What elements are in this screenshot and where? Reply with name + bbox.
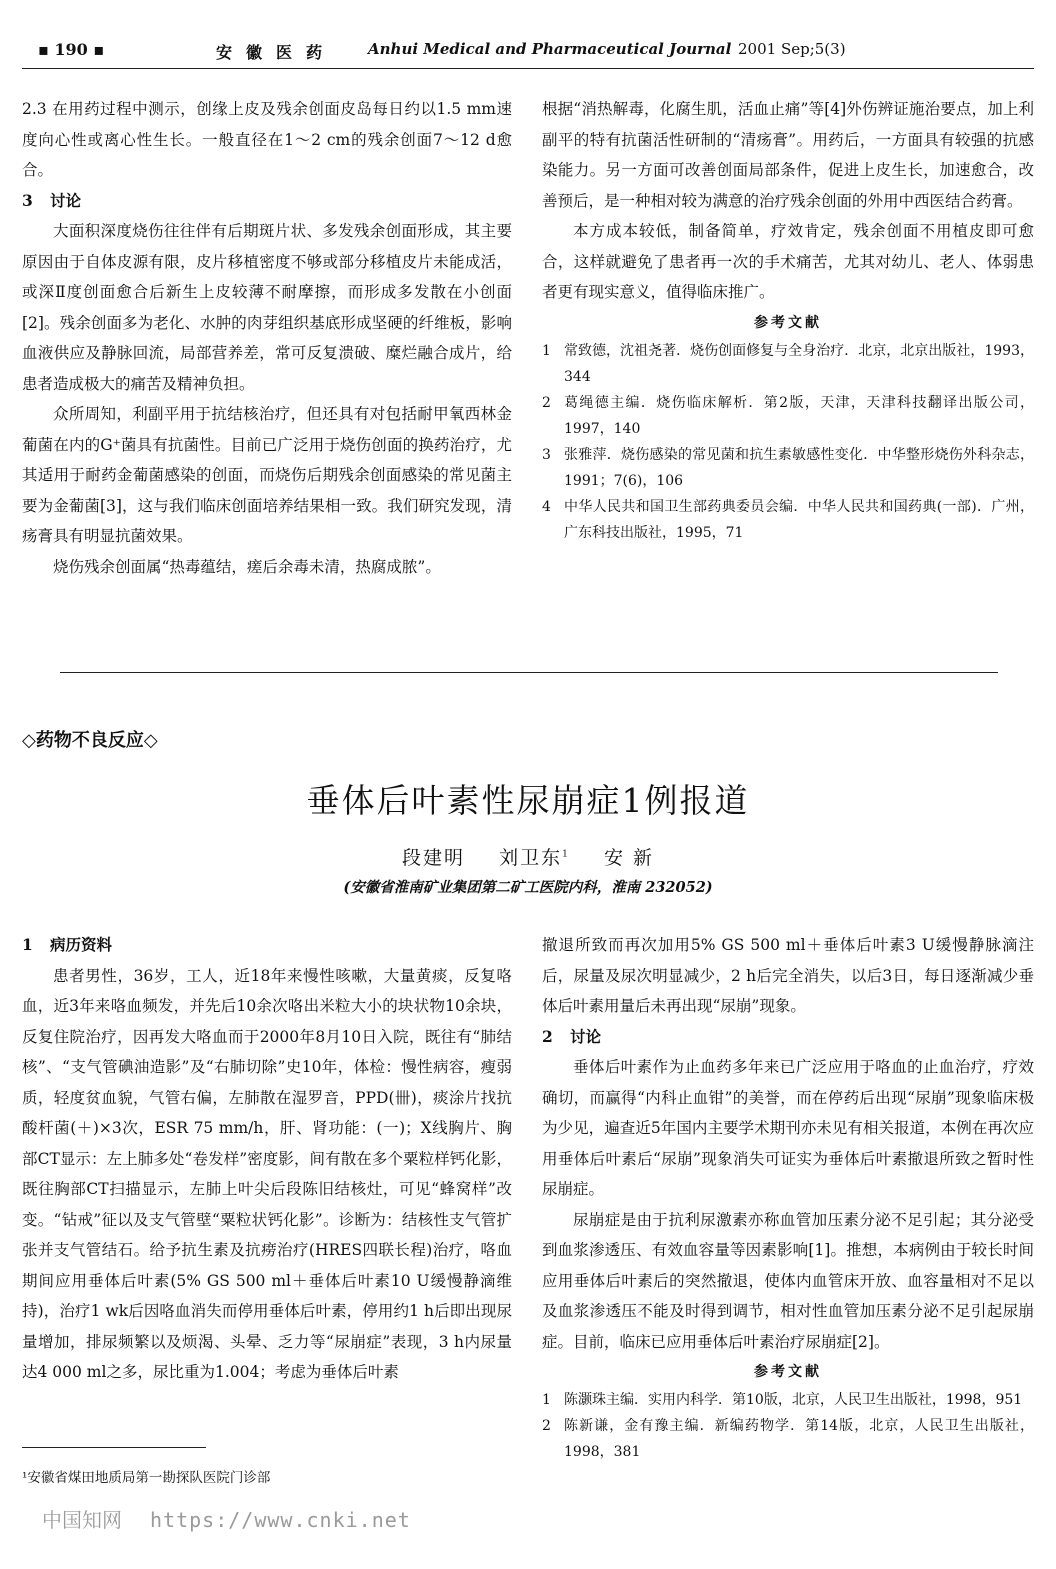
cnki-watermark [42,1504,411,1533]
reference-number: 1 [542,342,551,359]
reference-item [542,1413,1034,1465]
author-name: 刘卫东 [499,847,563,869]
author-name: 安 新 [603,847,654,869]
article-right-column [542,930,1034,1465]
reference-number: 4 [542,498,551,515]
reference-item [542,494,1034,546]
footnote: ¹安徽省煤田地质局第一勘探队医院门诊部 [22,1470,271,1486]
prev-references-list [542,338,1034,546]
prev-right-paragraph-2: 本方成本较低，制备简单，疗效肯定，残余创面不用植皮即可愈合，这样就避免了患者再一次的手术痛苦，尤其对幼儿、老人、体弱患者更有现实意义，值得临床推广。 [542,222,1034,301]
reference-number: 2 [542,1418,551,1434]
prev-right-paragraph-1: 根据“消热解毒，化腐生肌，活血止痛”等[4]外伤辨证施治要点，加上利副平的特有抗菌活性研制的“清疡膏”。用药后，一方面具有较强的抗感染能力。另一方面可改善创面局部条件，促进上皮生长，加速愈合，改善预后，是一种相对较为满意的治疗残余创面的外用中西医结合药膏。 [542,100,1034,210]
reference-text: 张雅萍．烧伤感染的常见菌和抗生素敏感性变化．中华整形烧伤外科杂志，1991；7(6)，106 [564,446,1034,489]
header-rule [22,68,1034,69]
section-title: 病历资料 [50,935,113,954]
prev-article-left-column [22,94,512,582]
reference-number: 3 [542,446,551,463]
case-continuation-paragraph: 撤退所致而再次加用5% GS 500 ml＋垂体后叶素3 U缓慢静脉滴注后，尿量及尿次明显减少，2 h后完全消失，以后3日，每日逐渐减少垂体后叶素用量后未再出现“尿崩”现象。 [542,936,1034,1015]
journal-name-cn: 安徽医药 [216,43,337,62]
reference-text: 葛绳德主编．烧伤临床解析．第2版，天津，天津科技翻译出版公司，1997，140 [564,394,1034,437]
running-header [38,40,1008,64]
article-left-column [22,930,512,1388]
section-number: 1 [22,935,33,954]
watermark-logo-text: 中国知网 [42,1508,122,1532]
section-category: ◇药物不良反应◇ [22,730,158,751]
article-title: 垂体后叶素性尿崩症1例报道 [306,781,750,820]
journal-name-en: Anhui Medical and Pharmaceutical Journal [368,40,732,58]
article-authors [0,843,1056,870]
page-number: ▪ 190 ▪ [38,40,105,59]
reference-item [542,338,1034,390]
article-separator-rule [60,672,998,673]
issue-info: 2001 Sep;5(3) [738,40,846,58]
reference-text: 常致德，沈祖尧著．烧伤创面修复与全身治疗．北京，北京出版社，1993，344 [564,342,1034,385]
case-history-paragraph: 患者男性，36岁，工人，近18年来慢性咳嗽，大量黄痰，反复咯血，近3年来咯血频发，并先后10余次咯出米粒大小的块状物10余块，反复住院治疗，因再发大咯血而于2000年8月10日入院，既往有“肺结核”、“支气管碘油造影”及“右肺切除”史10年，体检：慢性病容，瘦弱质，轻度贫血貌，气管右偏，左肺散在湿罗音，PPD(卌)，痰涂片找抗酸杆菌(＋)×3次，ESR 75 mm/h，肝、肾功能：(一)；X线胸片、胸部CT显示：左上肺多处“卷发样”密度影，间有散在多个粟粒样钙化影，既往胸部CT扫描显示，左肺上叶尖后段陈旧结核灶，可见“蜂窝样”改变。“钻戒”征以及支气管壁“粟粒状钙化影”。诊断为：结核性支气管扩张并支气管结石。给予抗生素及抗痨治疗(HRES四联长程)治疗，咯血期间应用垂体后叶素(5% GS 500 ml＋垂体后叶素10 U缓慢静滴维持)，治疗1 wk后因咯血消失而停用垂体后叶素，停用约1 h后即出现尿量增加，排尿频繁以及烦渴、头晕、乏力等“尿崩症”表现，3 h内尿量达4 000 ml之多，尿比重为1.004；考虑为垂体后叶素 [22,966,512,1381]
section-heading [542,1022,1034,1053]
footnote-rule [22,1447,206,1448]
prev-discussion-paragraph-3: 烧伤残余创面属“热毒蕴结，瘥后余毒未清，热腐成脓”。 [53,557,441,576]
discussion-paragraph-2: 尿崩症是由于抗利尿激素亦称血管加压素分泌不足引起；其分泌受到血浆渗透压、有效血容量等因素影响[1]。推想，本病例由于较长时间应用垂体后叶素后的突然撤退，使体内血管床开放、血容量相对不足以及血浆渗透压不能及时得到调节，相对性血管加压素分泌不足引起尿崩症。目前，临床已应用垂体后叶素治疗尿崩症[2]。 [542,1210,1034,1351]
references-list [542,1387,1034,1465]
reference-item [542,390,1034,442]
prev-references-heading: 参考文献 [754,314,822,331]
prev-section-number: 3 [22,190,33,210]
section-title: 讨论 [570,1026,602,1046]
author-affiliation: (安徽省淮南矿业集团第二矿工医院内科，淮南 232052) [343,879,713,896]
reference-item [542,1387,1034,1413]
author-affiliation-mark: 1 [562,849,570,860]
discussion-paragraph-1: 垂体后叶素作为止血药多年来已广泛应用于咯血的止血治疗，疗效确切，而赢得“内科止血钳”的美誉，而在停药后出现“尿崩”现象临床极为少见，遍查近5年国内主要学术期刊亦未见有相关报道，本例在再次应用垂体后叶素后“尿崩”现象消失可证实为垂体后叶素撤退所致之暂时性尿崩症。 [542,1058,1034,1198]
prev-article-right-column [542,94,1034,546]
author-name: 段建明 [402,847,466,869]
watermark-url: https://www.cnki.net [150,1508,411,1532]
prev-section-heading [22,186,512,217]
prev-discussion-paragraph-1: 大面积深度烧伤往往伴有后期斑片状、多发残余创面形成，其主要原因由于自体皮源有限，皮片移植密度不够或部分移植皮片未能成活，或深Ⅱ度创面愈合后新生上皮较薄不耐摩擦，而形成多发散在小创面[2]。残余创面多为老化、水肿的肉芽组织基底形成坚硬的纤维板，影响血液供应及静脉回流，局部营养差，常可反复溃破、糜烂融合成片，给患者造成极大的痛苦及精神负担。 [22,222,512,393]
prev-discussion-paragraph-2: 众所周知，利副平用于抗结核治疗，但还具有对包括耐甲氧西林金葡菌在内的G⁺菌具有抗菌性。目前已广泛用于烧伤创面的换药治疗，尤其适用于耐药金葡菌感染的创面，而烧伤后期残余创面感染的常见菌主要为金葡菌[3]，这与我们临床创面培养结果相一致。我们研究发现，清疡膏具有明显抗菌效果。 [22,405,512,545]
reference-number: 2 [542,394,551,411]
section-heading [22,930,512,961]
references-heading: 参考文献 [754,1364,822,1380]
section-number: 2 [542,1026,553,1046]
prev-paragraph-2-3: 2.3 在用药过程中测示，创缘上皮及残余创面皮岛每日约以1.5 mm速度向心性或离心性生长。一般直径在1～2 cm的残余创面7～12 d愈合。 [22,100,512,179]
reference-text: 陈新谦，金有豫主编．新编药物学．第14版，北京，人民卫生出版社，1998，381 [564,1418,1034,1460]
reference-item [542,442,1034,494]
reference-number: 1 [542,1392,551,1408]
prev-section-title: 讨论 [50,190,82,210]
reference-text: 中华人民共和国卫生部药典委员会编．中华人民共和国药典(一部)．广州，广东科技出版社，1995，71 [564,498,1034,541]
reference-text: 陈灏珠主编．实用内科学．第10版，北京，人民卫生出版社，1998，951 [564,1392,1023,1408]
